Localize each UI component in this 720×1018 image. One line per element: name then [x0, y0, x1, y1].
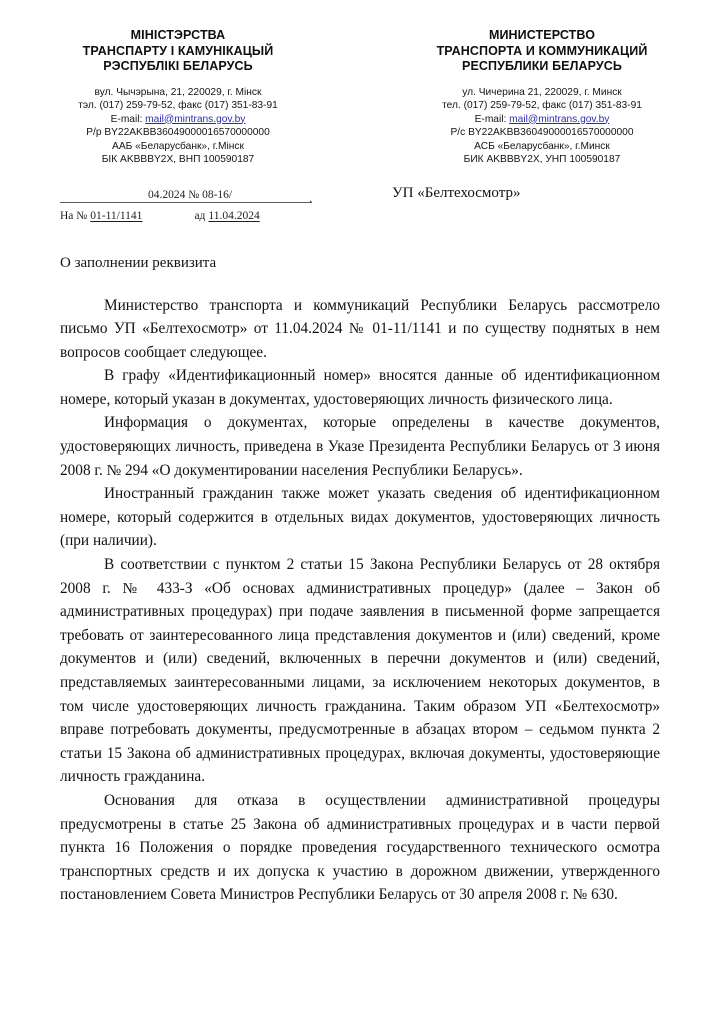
- body-paragraph: Основания для отказа в осуществлении административной процедуры предусмотрены в статье 25 Закона об административных процедурах и в части первой пункта 16 Положения о порядке проведения государственного технического осмотра транспортных средств и их допуска к участию в дорожном движении, утвержденного постановлением Совета Министров Республики Беларусь от 30 апреля 2008 г. № 630.: [60, 791, 660, 904]
- contacts-belarusian: [28, 86, 328, 167]
- org-line-1: МИНИСТЕРСТВО: [488, 28, 596, 42]
- letterhead: [0, 0, 720, 167]
- outgoing-number: 04.2024 № 08-16/: [148, 188, 233, 201]
- incoming-reference-line: [60, 210, 360, 222]
- contacts-russian: [392, 86, 692, 167]
- org-name-belarusian: [28, 28, 328, 75]
- account-line: Р/р BY22AKBB36049000016570000000: [86, 127, 270, 138]
- email-label: E-mail:: [110, 113, 143, 125]
- letterhead-right-russian: [392, 28, 692, 167]
- letterhead-left-belarusian: [28, 28, 328, 167]
- org-line-3: РЕСПУБЛИКИ БЕЛАРУСЬ: [462, 59, 622, 73]
- email-label: E-mail:: [474, 113, 507, 125]
- body-paragraph: Иностранный гражданин также может указать сведения об идентификационном номере, который содержится в отдельных видах документов, удостоверяющих личность (при наличии).: [60, 485, 660, 550]
- outgoing-tail: .: [309, 192, 312, 205]
- address-line: вул. Чычэрына, 21, 220029, г. Мінск: [94, 86, 262, 98]
- letter-body: [0, 294, 720, 907]
- account-line: Р/с BY22AKBB36049000016570000000: [450, 127, 634, 138]
- email-line: [392, 113, 692, 127]
- address-line: ул. Чичерина 21, 220029, г. Минск: [462, 86, 622, 98]
- body-paragraph: В графу «Идентификационный номер» вносятся данные об идентификационном номере, который указан в документах, удостоверяющих личность физического лица.: [60, 367, 660, 408]
- addressee: УП «Белтехосмотр»: [392, 184, 521, 201]
- phone-line: тэл. (017) 259-79-52, факс (017) 351-83-91: [78, 100, 278, 111]
- incoming-date: 11.04.2024: [208, 209, 260, 222]
- subject-line: О заполнении реквизита: [60, 254, 217, 271]
- body-paragraph: Информация о документах, которые определены в качестве документов, удостоверяющих личность, приведена в Указе Президента Республики Беларусь от 3 июня 2008 г. № 294 «О документировании населения Республики Беларусь».: [60, 414, 660, 479]
- phone-line: тел. (017) 259-79-52, факс (017) 351-83-91: [442, 100, 642, 111]
- bank-line: ААБ «Беларусбанк», г.Мінск: [112, 140, 244, 152]
- outgoing-reference-line: [60, 185, 312, 203]
- org-line-3: РЭСПУБЛІКІ БЕЛАРУСЬ: [103, 59, 253, 73]
- org-line-2: ТРАНСПОРТА И КОММУНИКАЦИЙ: [436, 43, 648, 58]
- bik-line: БИК AKBBBY2X, УНП 100590187: [463, 154, 621, 165]
- reference-block: [60, 185, 360, 222]
- org-line-1: МІНІСТЭРСТВА: [130, 28, 226, 42]
- email-link[interactable]: mail@mintrans.gov.by: [145, 113, 246, 125]
- bank-line: АСБ «Беларусбанк», г.Минск: [474, 140, 610, 152]
- incoming-label: На №: [60, 209, 88, 222]
- org-name-russian: [392, 28, 692, 75]
- bik-line: БІК AKBBBY2X, ВНП 100590187: [101, 154, 255, 165]
- email-line: [28, 113, 328, 127]
- body-paragraph: Министерство транспорта и коммуникаций Республики Беларусь рассмотрело письмо УП «Белтехосмотр» от 11.04.2024 № 01-11/1141 и по существу поднятых в нем вопросов сообщает следующее.: [60, 296, 660, 361]
- body-paragraph: В соответствии с пунктом 2 статьи 15 Закона Республики Беларусь от 28 октября 2008 г. № 433-З «Об основах административных процедур» (далее – Закон об административных процедурах) при подаче заявления в письменной форме запрещается требовать от заинтересованного лица представления документов и (или) сведений, кроме документов и (или) сведений, включенных в перечни документов и (или) сведений, представляемых заинтересованными лицами, за исключением некоторых документов, в том числе удостоверяющих личность гражданина. Таким образом УП «Белтехосмотр» вправе потребовать документы, предусмотренные в абзацах втором – седьмом пункта 2 статьи 15 Закона об административных процедурах, включая документы, удостоверяющие личность гражданина.: [60, 556, 660, 786]
- incoming-date-label: ад: [194, 209, 206, 222]
- incoming-number: 01-11/1141: [90, 209, 143, 222]
- reference-row: [0, 185, 720, 243]
- org-line-2: ТРАНСПАРТУ І КАМУНІКАЦЫЙ: [82, 43, 274, 58]
- email-link[interactable]: mail@mintrans.gov.by: [509, 113, 610, 125]
